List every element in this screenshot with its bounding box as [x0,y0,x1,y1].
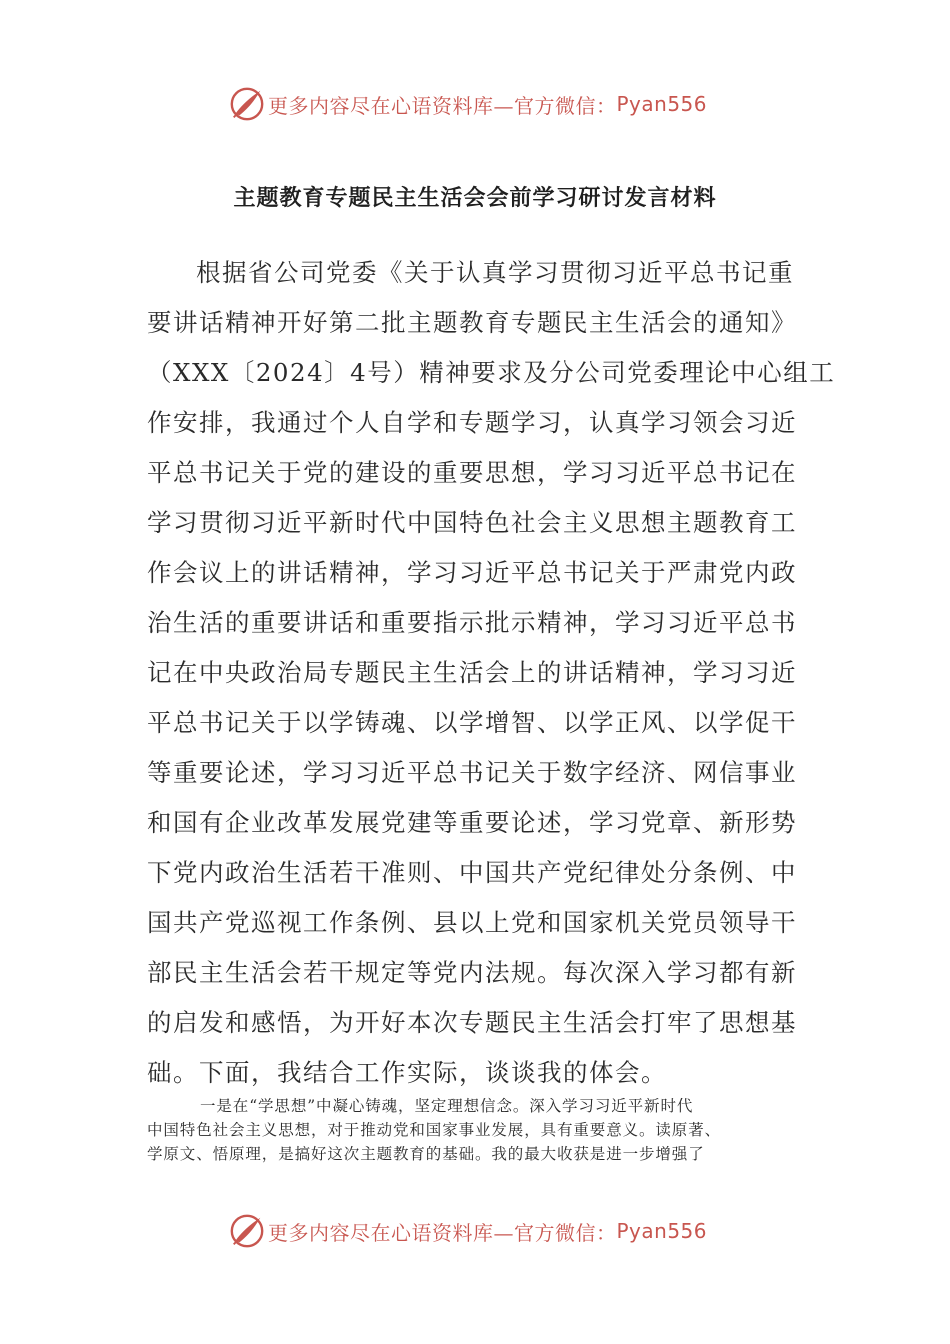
paragraph-line: 要讲话精神开好第二批主题教育专题民主生活会的通知》 [147,308,797,337]
paragraph-line: 学习贯彻习近平新时代中国特色社会主义思想主题教育工 [147,508,797,537]
watermark-account: Pyan556 [616,1219,708,1243]
paragraph-line: 平总书记关于以学铸魂、以学增智、以学正风、以学促干 [147,708,797,737]
pen-logo-icon [228,1212,266,1250]
watermark-header [228,84,748,124]
paragraph-line: 等重要论述，学习习近平总书记关于数字经济、网信事业 [147,758,797,787]
watermark-text: 更多内容尽在心语资料库—官方微信： [268,1220,617,1245]
paragraph-line: 作安排，我通过个人自学和专题学习，认真学习领会习近 [147,408,797,437]
paragraph-line: 根据省公司党委《关于认真学习贯彻习近平总书记重 [196,258,794,287]
paragraph-line: （XXX〔2024〕4号）精神要求及分公司党委理论中心组工 [147,358,836,387]
pen-logo-icon [228,85,266,123]
paragraph-line: 和国有企业改革发展党建等重要论述，学习党章、新形势 [147,808,797,837]
paragraph-line: 中国特色社会主义思想，对于推动党和国家事业发展，具有重要意义。读原著、 [147,1121,722,1139]
paragraph-line: 下党内政治生活若干准则、中国共产党纪律处分条例、中 [147,858,797,887]
paragraph-line: 一是在“学思想”中凝心铸魂，坚定理想信念。深入学习习近平新时代 [200,1097,694,1115]
paragraph-line: 础。下面，我结合工作实际，谈谈我的体会。 [147,1058,667,1087]
paragraph-line: 国共产党巡视工作条例、县以上党和国家机关党员领导干 [147,908,797,937]
paragraph-line: 部民主生活会若干规定等党内法规。每次深入学习都有新 [147,958,797,987]
paragraph-line: 的启发和感悟，为开好本次专题民主生活会打牢了思想基 [147,1008,797,1037]
paragraph-line: 治生活的重要讲话和重要指示批示精神，学习习近平总书 [147,608,797,637]
paragraph-line: 平总书记关于党的建设的重要思想，学习习近平总书记在 [147,458,797,487]
paragraph-line: 作会议上的讲话精神，学习习近平总书记关于严肃党内政 [147,558,797,587]
watermark-account: Pyan556 [616,92,708,116]
watermark-footer [228,1211,748,1251]
watermark-text: 更多内容尽在心语资料库—官方微信： [268,93,617,118]
paragraph-line: 学原文、悟原理，是搞好这次主题教育的基础。我的最大收获是进一步增强了 [147,1145,705,1163]
paragraph-line: 记在中央政治局专题民主生活会上的讲话精神，学习习近 [147,658,797,687]
document-title: 主题教育专题民主生活会会前学习研讨发言材料 [233,186,717,211]
